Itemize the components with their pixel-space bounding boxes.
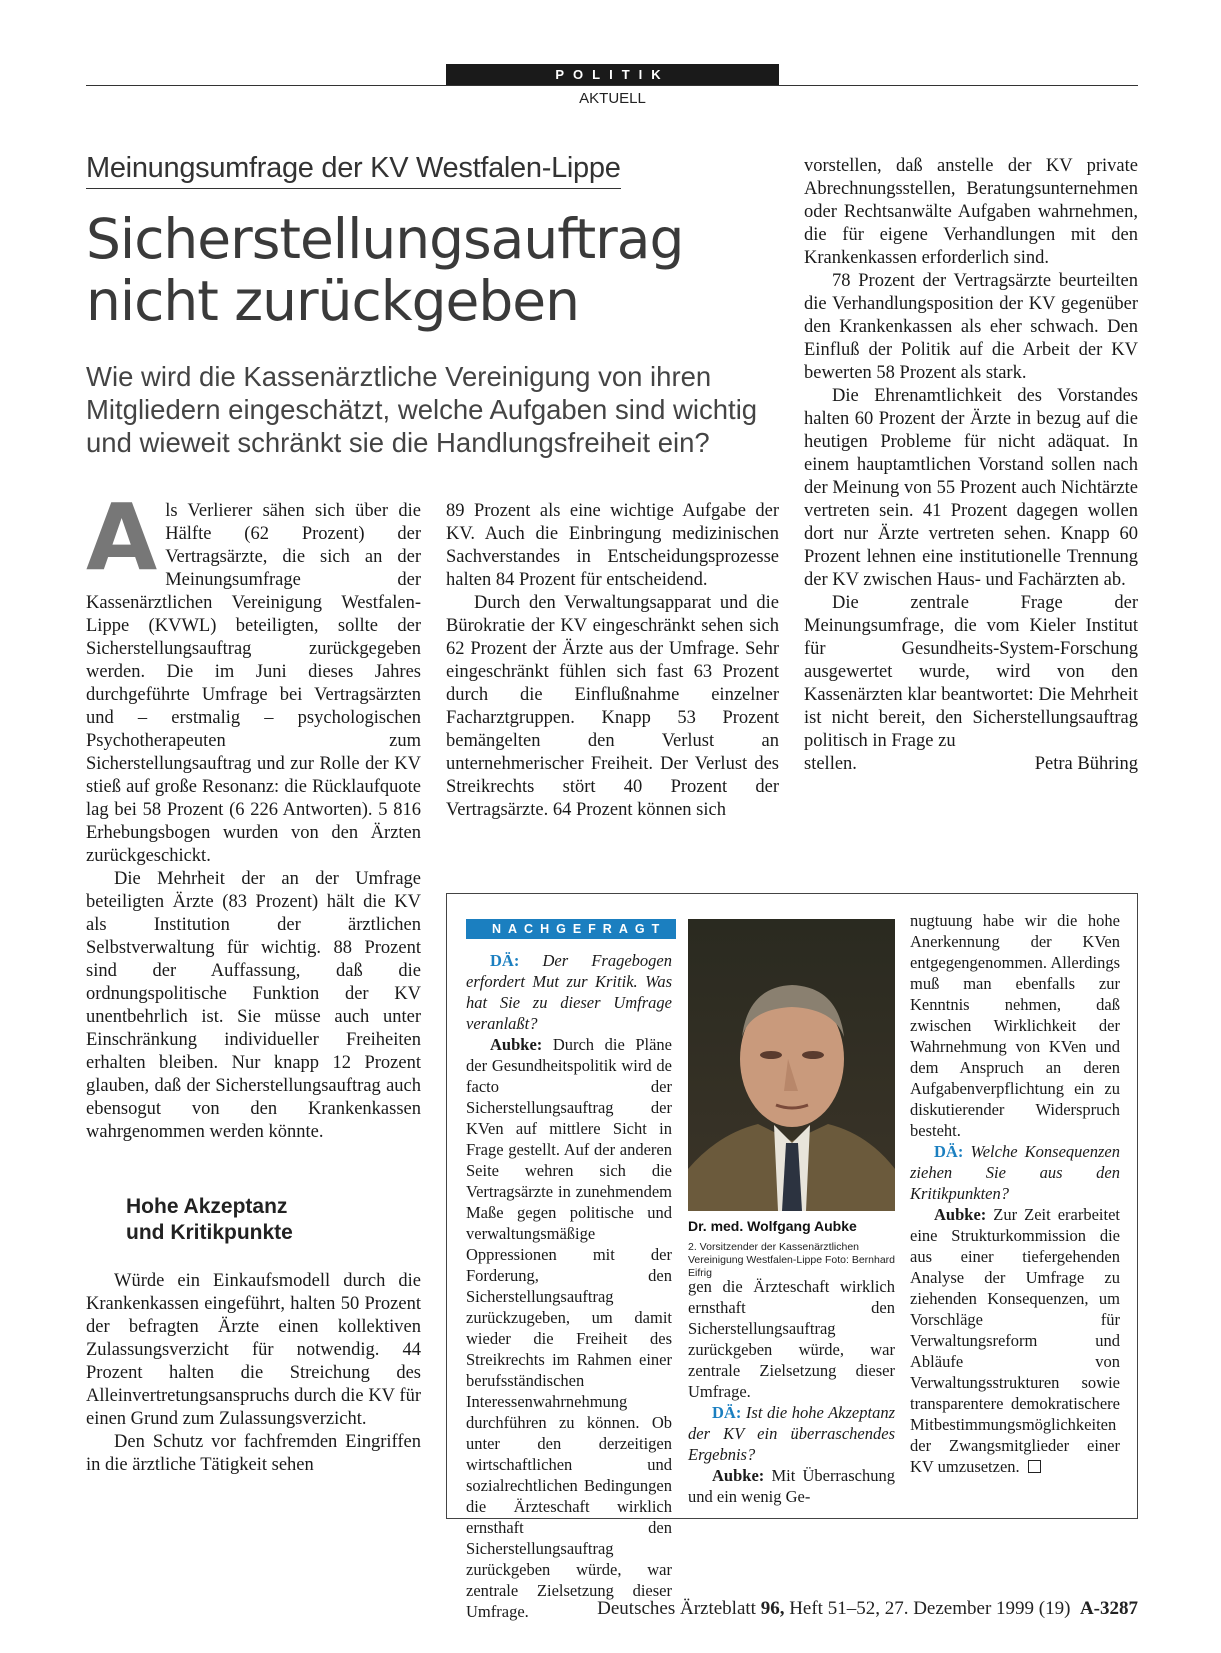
answer — [910, 1204, 1120, 1477]
question — [466, 950, 672, 1034]
paragraph: Würde ein Einkaufsmodell durch die Krankenkassen eingeführt, halten 50 Prozent der befragten Ärzte einen kollektiven Zulassungsverzicht für notwendig. 44 Prozent halten die Streichung des Alleinvertretungsanspruchs durch die KV für einen Grund zum Zulassungsverzicht. — [86, 1271, 421, 1429]
journal-name: Deutsches Ärzteblatt — [597, 1598, 756, 1619]
interview-column-3 — [910, 910, 1120, 1477]
section-label: POLITIK — [446, 64, 779, 85]
question-text: Welche Konsequenzen ziehen Sie aus den Kritikpunkten? — [910, 1142, 1120, 1203]
dae-label: DÄ: — [712, 1403, 742, 1422]
issue-info: Heft 51–52, 27. Dezember 1999 (19) — [789, 1598, 1071, 1619]
answer — [466, 1034, 672, 1622]
paragraph: Den Schutz vor fachfremden Eingriffen in die ärztliche Tätigkeit sehen — [86, 1432, 421, 1475]
answer-text: gen die Ärzteschaft wirklich ernsthaft den Sicherstellungsauftrag zurückgeben würde, war zentrale Zielsetzung dieser Umfrage. — [688, 1277, 895, 1401]
caption-text: 2. Vorsitzender der Kassenärztlichen Vereinigung Westfalen-Lippe Foto: Bernhard Eifrig — [688, 1241, 896, 1279]
question-text: Der Fragebogen erfordert Mut zur Kritik. Was hat Sie zu dieser Umfrage veranlaßt? — [466, 951, 673, 1033]
paragraph: 78 Prozent der Vertragsärzte beurteilten die Verhandlungsposition der KV gegenüber den Krankenkassen als eher schwach. Den Einfluß der Politik auf die Arbeit der KV bewerten 58 Prozent als stark. — [804, 271, 1138, 383]
headline-line-1: Sicherstellungsauftrag — [86, 207, 684, 271]
answer-text: Mit Überraschung und ein wenig Ge- — [688, 1466, 895, 1506]
answer-continuation: nugtuung habe wir die hohe Anerkennung der KVen entgegengenommen. Allerdings muß man ebenfalls zur Kenntnis nehmen, daß zwischen Wirklichkeit der Wahrnehmung von KVen und dem Anspruch an deren Aufgabenverpflichtung ein zu diskutierender Widerspruch besteht. — [910, 911, 1120, 1140]
caption-name: Dr. med. Wolfgang Aubke — [688, 1218, 857, 1234]
paragraph: 89 Prozent als eine wichtige Aufgabe der KV. Auch die Einbringung medizinischen Sachverstandes in Entscheidungsprozesse halten 84 Prozent für entscheidend. — [446, 501, 779, 590]
question — [688, 1402, 895, 1465]
aubke-label: Aubke: — [712, 1466, 765, 1485]
interview-label: NACHGEFRAGT — [466, 919, 676, 939]
aubke-label: Aubke: — [490, 1035, 543, 1054]
subheading — [126, 1194, 421, 1246]
end-mark-icon — [1028, 1460, 1041, 1473]
answer-text: Durch die Pläne der Gesundheitspolitik wird de facto der Sicherstellungsauftrag der KVen auf mittlere Sicht in Frage gestellt. Auf der anderen Seite wehren sich die Vertragsärzte in zunehmendem Maße gegen politische und verwaltungsmäßige Oppressionen mit der Forderung, den Sicherstellungsauftrag zurückzugeben, um damit wieder die Freiheit des Streikrechts im Rahmen einer berufsständischen Interessenwahrnehmung durchführen zu können. Ob unter den derzeitigen wirtschaftlichen und sozialrechtlichen Bedingungen die Ärzteschaft wirklich ernsthaft den Sicherstellungsauftrag zurückgeben würde, war zentrale Zielsetzung dieser Umfrage. — [466, 1035, 672, 1621]
dropcap: A — [86, 484, 158, 591]
article-column-3 — [804, 155, 1138, 776]
paragraph: Durch den Verwaltungsapparat und die Bürokratie der KV eingeschränkt sehen sich 62 Prozent der Ärzte aus der Umfrage. Sehr eingeschränkt fühlen sich fast 63 Prozent durch die Einflußnahme einzelner Facharztgruppen. Knapp 53 Prozent bemängelten den Verlust an unternehmerischer Freiheit. Der Verlust des Streikrechts stört 40 Prozent der Vertragsärzte. 64 Prozent können sich — [446, 593, 779, 820]
last-word: stellen. — [804, 754, 857, 774]
portrait-photo — [688, 919, 895, 1211]
answer-text: Zur Zeit erarbeitet eine Strukturkommission die aus einer tiefergehenden Analyse der Umfrage zu ziehenden Konsequenzen, um Vorschläge für Verwaltungsreform und Abläufe von Verwaltungsstrukturen sowie transparentere demokratischere Mitbestimmungsmöglichkeiten der Zwangsmitglieder einer KV umzusetzen. — [910, 1205, 1120, 1476]
portrait-image — [688, 919, 895, 1211]
article-column-1 — [86, 484, 421, 1477]
answer-continuation — [688, 1276, 895, 1402]
headline-line-2: nicht zurückgeben — [86, 269, 579, 333]
paragraph: ls Verlierer sähen sich über die Hälfte (62 Prozent) der Vertragsärzte, die sich an der Meinungsumfrage der Kassenärztlichen Vereinigung Westfalen-Lippe (KVWL) beteiligten, sollte der Sicherstellungsauftrag zurückgegeben werden. Die im Juni dieses Jahres durchgeführte Umfrage bei Vertragsärzten und – erstmalig – psychologischen Psychotherapeuten zum Sicherstellungsauftrag und zur Rolle der KV stieß auf große Resonanz: die Rücklaufquote lag bei 58 Prozent (6 226 Antworten). 5 816 Erhebungsbogen wurden von den Ärzten zurückgeschickt. — [86, 501, 421, 866]
interview-column-2 — [688, 1276, 895, 1507]
volume: 96, — [760, 1598, 785, 1619]
article-deck: Wie wird die Kassenärztliche Vereinigung von ihren Mitgliedern eingeschätzt, welche Aufgaben sind wichtig und wieweit schränkt sie die Handlungsfreiheit ein? — [86, 361, 758, 458]
question-text: Ist die hohe Akzeptanz der KV ein überraschendes Ergebnis? — [688, 1403, 896, 1464]
answer — [688, 1465, 895, 1507]
article-kicker: Meinungsumfrage der KV Westfalen-Lippe — [86, 152, 621, 189]
paragraph: vorstellen, daß anstelle der KV private Abrechnungsstellen, Beratungsunternehmen oder Rechtsanwälte Aufgaben wahrnehmen, die für eigene Verhandlungen mit den Krankenkassen erforderlich sind. — [804, 156, 1138, 268]
article-headline — [86, 208, 786, 332]
header-rule — [86, 85, 1138, 86]
aubke-label: Aubke: — [934, 1205, 987, 1224]
paragraph: Die Ehrenamtlichkeit des Vorstandes halten 60 Prozent der Ärzte in bezug auf die heutigen Probleme für nicht adäquat. In einem hauptamtlichen Vorstand sollen nach der Meinung von 55 Prozent auch Nichtärzte vertreten sein. 41 Prozent dagegen wollen dort nur Ärzte vertreten sehen. Knapp 60 Prozent lehnen eine institutionelle Trennung der KV zwischen Haus- und Fachärzten ab. — [804, 386, 1138, 590]
subheading-line: Hohe Akzeptanz — [126, 1195, 288, 1218]
author-name: Petra Bühring — [1034, 754, 1138, 774]
page-footer — [86, 1598, 1138, 1620]
subheading-line: und Kritikpunkte — [126, 1221, 293, 1244]
dae-label: DÄ: — [490, 951, 520, 970]
page-number: A-3287 — [1079, 1598, 1138, 1619]
interview-column-1 — [466, 950, 672, 1622]
dae-label: DÄ: — [934, 1142, 964, 1161]
author-line — [804, 753, 1138, 776]
paragraph: Die Mehrheit der an der Umfrage beteiligten Ärzte (83 Prozent) hält die KV als Institution der ärztlichen Selbstverwaltung für wichtig. 88 Prozent sind der Auffassung, daß die ordnungspolitische Funktion der KV unentbehrlich ist. Sie müsse auch unter Einschränkung individueller Freiheiten erhalten bleiben. Nur knapp 12 Prozent glauben, daß der Sicherstellungsauftrag auch ebensogut von den Krankenkassen wahrgenommen werden könnte. — [86, 869, 421, 1142]
question — [910, 1141, 1120, 1204]
paragraph: Die zentrale Frage der Meinungsumfrage, die vom Kieler Institut für Gesundheits-System-Forschung ausgewertet wurde, wird von den Kassenärzten klar beantwortet: Die Mehrheit ist nicht bereit, den Sicherstellungsauftrag politisch in Frage zu — [804, 593, 1138, 751]
subsection-label: AKTUELL — [579, 90, 646, 107]
article-column-2 — [446, 500, 779, 822]
